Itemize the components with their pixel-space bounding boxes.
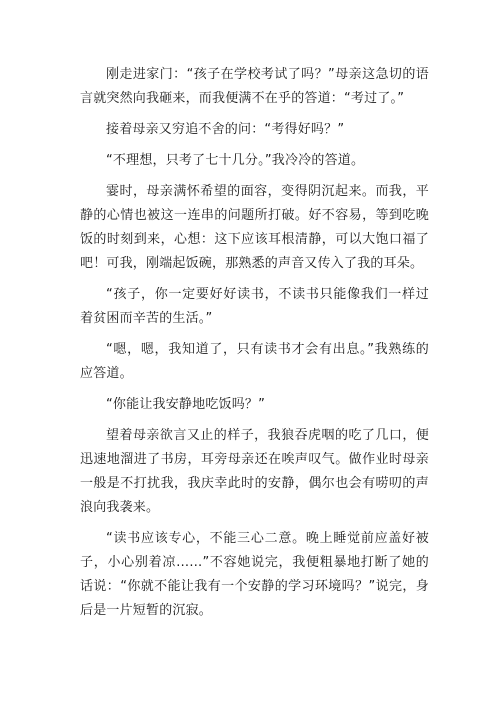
paragraph-9: “读书应该专心，不能三心二意。晚上睡觉前应盖好被子，小心别着凉……”不容她说完，我便粗暴地打断了她的话说：“你就不能让我有一个安静的学习环境吗？”说完，身后是一片短暂的沉寂。	[80, 531, 429, 618]
paragraph-8: 望着母亲欲言又止的样子，我狼吞虎咽的吃了几口，便迅速地溜进了书房，耳旁母亲还在唉声叹气。做作业时母亲一般是不打扰我，我庆幸此时的安静，偶尔也会有唠叨的声浪向我袭来。	[80, 428, 429, 515]
paragraph-5: “孩子，你一定要好好读书，不读书只能像我们一样过着贫困而辛苦的生活。”	[80, 287, 429, 326]
paragraph-7: “你能让我安静地吃饭吗？”	[106, 397, 266, 412]
paragraph-4: 霎时，母亲满怀希望的面容，变得阴沉起来。而我，平静的心情也被这一连串的问题所打破。好不容易，等到吃晚饭的时刻到来，心想：这下应该耳根清静，可以大饱口福了吧！可我，刚端起饭碗，那熟悉的声音又传入了我的耳朵。	[80, 184, 429, 271]
paragraph-6: “嗯，嗯，我知道了，只有读书才会有出息。”我熟练的应答道。	[80, 342, 429, 381]
paragraph-1: 刚走进家门：“孩子在学校考试了吗？”母亲这急切的语言就突然向我砸来，而我便满不在乎的答道：“考过了。”	[80, 67, 429, 106]
paragraph-3: “不理想，只考了七十几分。”我冷冷的答道。	[106, 153, 365, 168]
paragraph-2: 接着母亲又穷追不舍的问：“考得好吗？”	[106, 122, 345, 137]
document-body	[80, 63, 429, 630]
